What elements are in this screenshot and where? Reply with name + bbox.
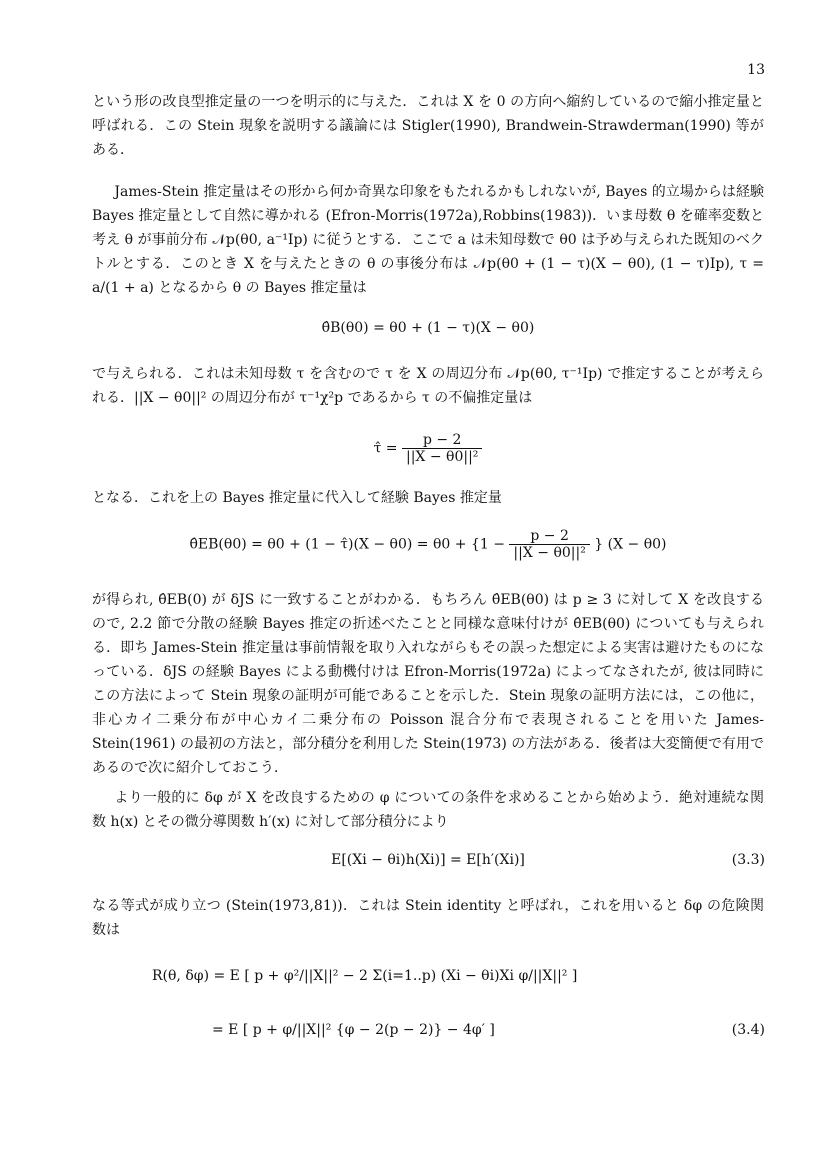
- paragraph-6: より一般的に δφ が X を改良するための φ についての条件を求めることから始めよう．絶対連続な関数 h(x) とその微分導関数 h′(x) に対して部分積分により: [92, 790, 764, 830]
- page-number: 13: [747, 62, 765, 78]
- eq3-fraction: [509, 528, 589, 561]
- paragraph-5: が得られ, θ̂EB(0) が δJS に一致することがわかる．もちろん θ̂EB(θ0) は p ≥ 3 に対して X を改良するので, 2.2 節で分散の経験 Bayes 推定の折述べたことと同様な意味付けが θ̂EB(θ0) についても与えられる．即ち James-Stein 推定量は事前情報を取り入れながらもその誤った想定による実害は避けたものになっている．δJS の経験 Bayes による動機付けは Efron-Morris(1972a) によってなされたが, 彼は同時にこの方法によって Stein 現象の証明が可能であることを示した．Stein 現象の証明方法には，この他に，非心カイ二乗分布が中心カイ二乗分布の Poisson 混合分布で表現されることを用いた James-Stein(1961) の最初の方法と，部分積分を利用した Stein(1973) の方法がある．後者は大変簡便で有用であるので次に紹介しておこう．: [92, 592, 765, 776]
- equation-stein-identity: E[(Xi − θi)h(Xi)] = E[h′(Xi)]: [331, 852, 525, 868]
- eq3-rhs: } (X − θ0): [594, 536, 667, 553]
- paragraph-4: となる．これを上の Bayes 推定量に代入して経験 Bayes 推定量: [92, 490, 502, 506]
- eq3-denominator: ||X − θ0||²: [513, 545, 586, 561]
- eq2-lhs: τ̂ =: [373, 440, 398, 457]
- paragraph-2: James-Stein 推定量はその形から何か奇異な印象をもたれるかもしれないが, Bayes 的立場からは経験 Bayes 推定量として自然に導かれる (Efron-Morris(1972a),Robbins(1983))．いま母数 θ を確率変数と考え θ が事前分布 𝒩p(θ0, a⁻¹Ip) に従うとする．ここで a は未知母数で θ0 は予め与えられた既知のベクトルとする．このとき X を与えたときの θ の事後分布は 𝒩p(θ0 + (1 − τ)(X − θ0), (1 − τ)Ip), τ = a/(1 + a) となるから θ の Bayes 推定量は: [92, 184, 764, 296]
- equation-risk-line-2: = E [ p + φ/||X||² {φ − 2(p − 2)} − 4φ′ ]: [212, 1022, 495, 1038]
- equation-empirical-bayes: [92, 528, 764, 561]
- eq2-denominator: ||X − θ0||²: [405, 449, 479, 465]
- equation-risk-line-1: R(θ, δφ) = E [ p + φ²/||X||² − 2 Σ(i=1..p) (Xi − θi)Xi φ/||X||² ]: [152, 968, 578, 984]
- paragraph-1: という形の改良型推定量の一つを明示的に与えた．これは X を 0 の方向へ縮約しているので縮小推定量と呼ばれる．この Stein 現象を説明する議論には Stigler(1990), Brandwein-Strawderman(1990) 等がある．: [92, 94, 764, 158]
- equation-bayes-estimator: θ̂B(θ0) = θ0 + (1 − τ)(X − θ0): [321, 320, 535, 336]
- equation-number-3-3: (3.3): [731, 852, 765, 868]
- equation-tau-hat: [92, 432, 764, 465]
- eq2-numerator: p − 2: [402, 432, 482, 449]
- paragraph-3: で与えられる．これは未知母数 τ を含むので τ を X の周辺分布 𝒩p(θ0, τ⁻¹Ip) で推定することが考えられる．||X − θ0||² の周辺分布が τ⁻¹χ²p であるから τ の不偏推定量は: [92, 366, 764, 406]
- eq2-fraction: [402, 432, 482, 465]
- eq3-numerator: p − 2: [509, 528, 589, 545]
- paragraph-7: なる等式が成り立つ (Stein(1973,81))．これは Stein identity と呼ばれ，これを用いると δφ の危険関数は: [92, 898, 764, 938]
- eq3-lhs: θ̂EB(θ0) = θ0 + (1 − τ̂)(X − θ0) = θ0 + {1 −: [189, 536, 505, 553]
- equation-number-3-4: (3.4): [731, 1022, 765, 1038]
